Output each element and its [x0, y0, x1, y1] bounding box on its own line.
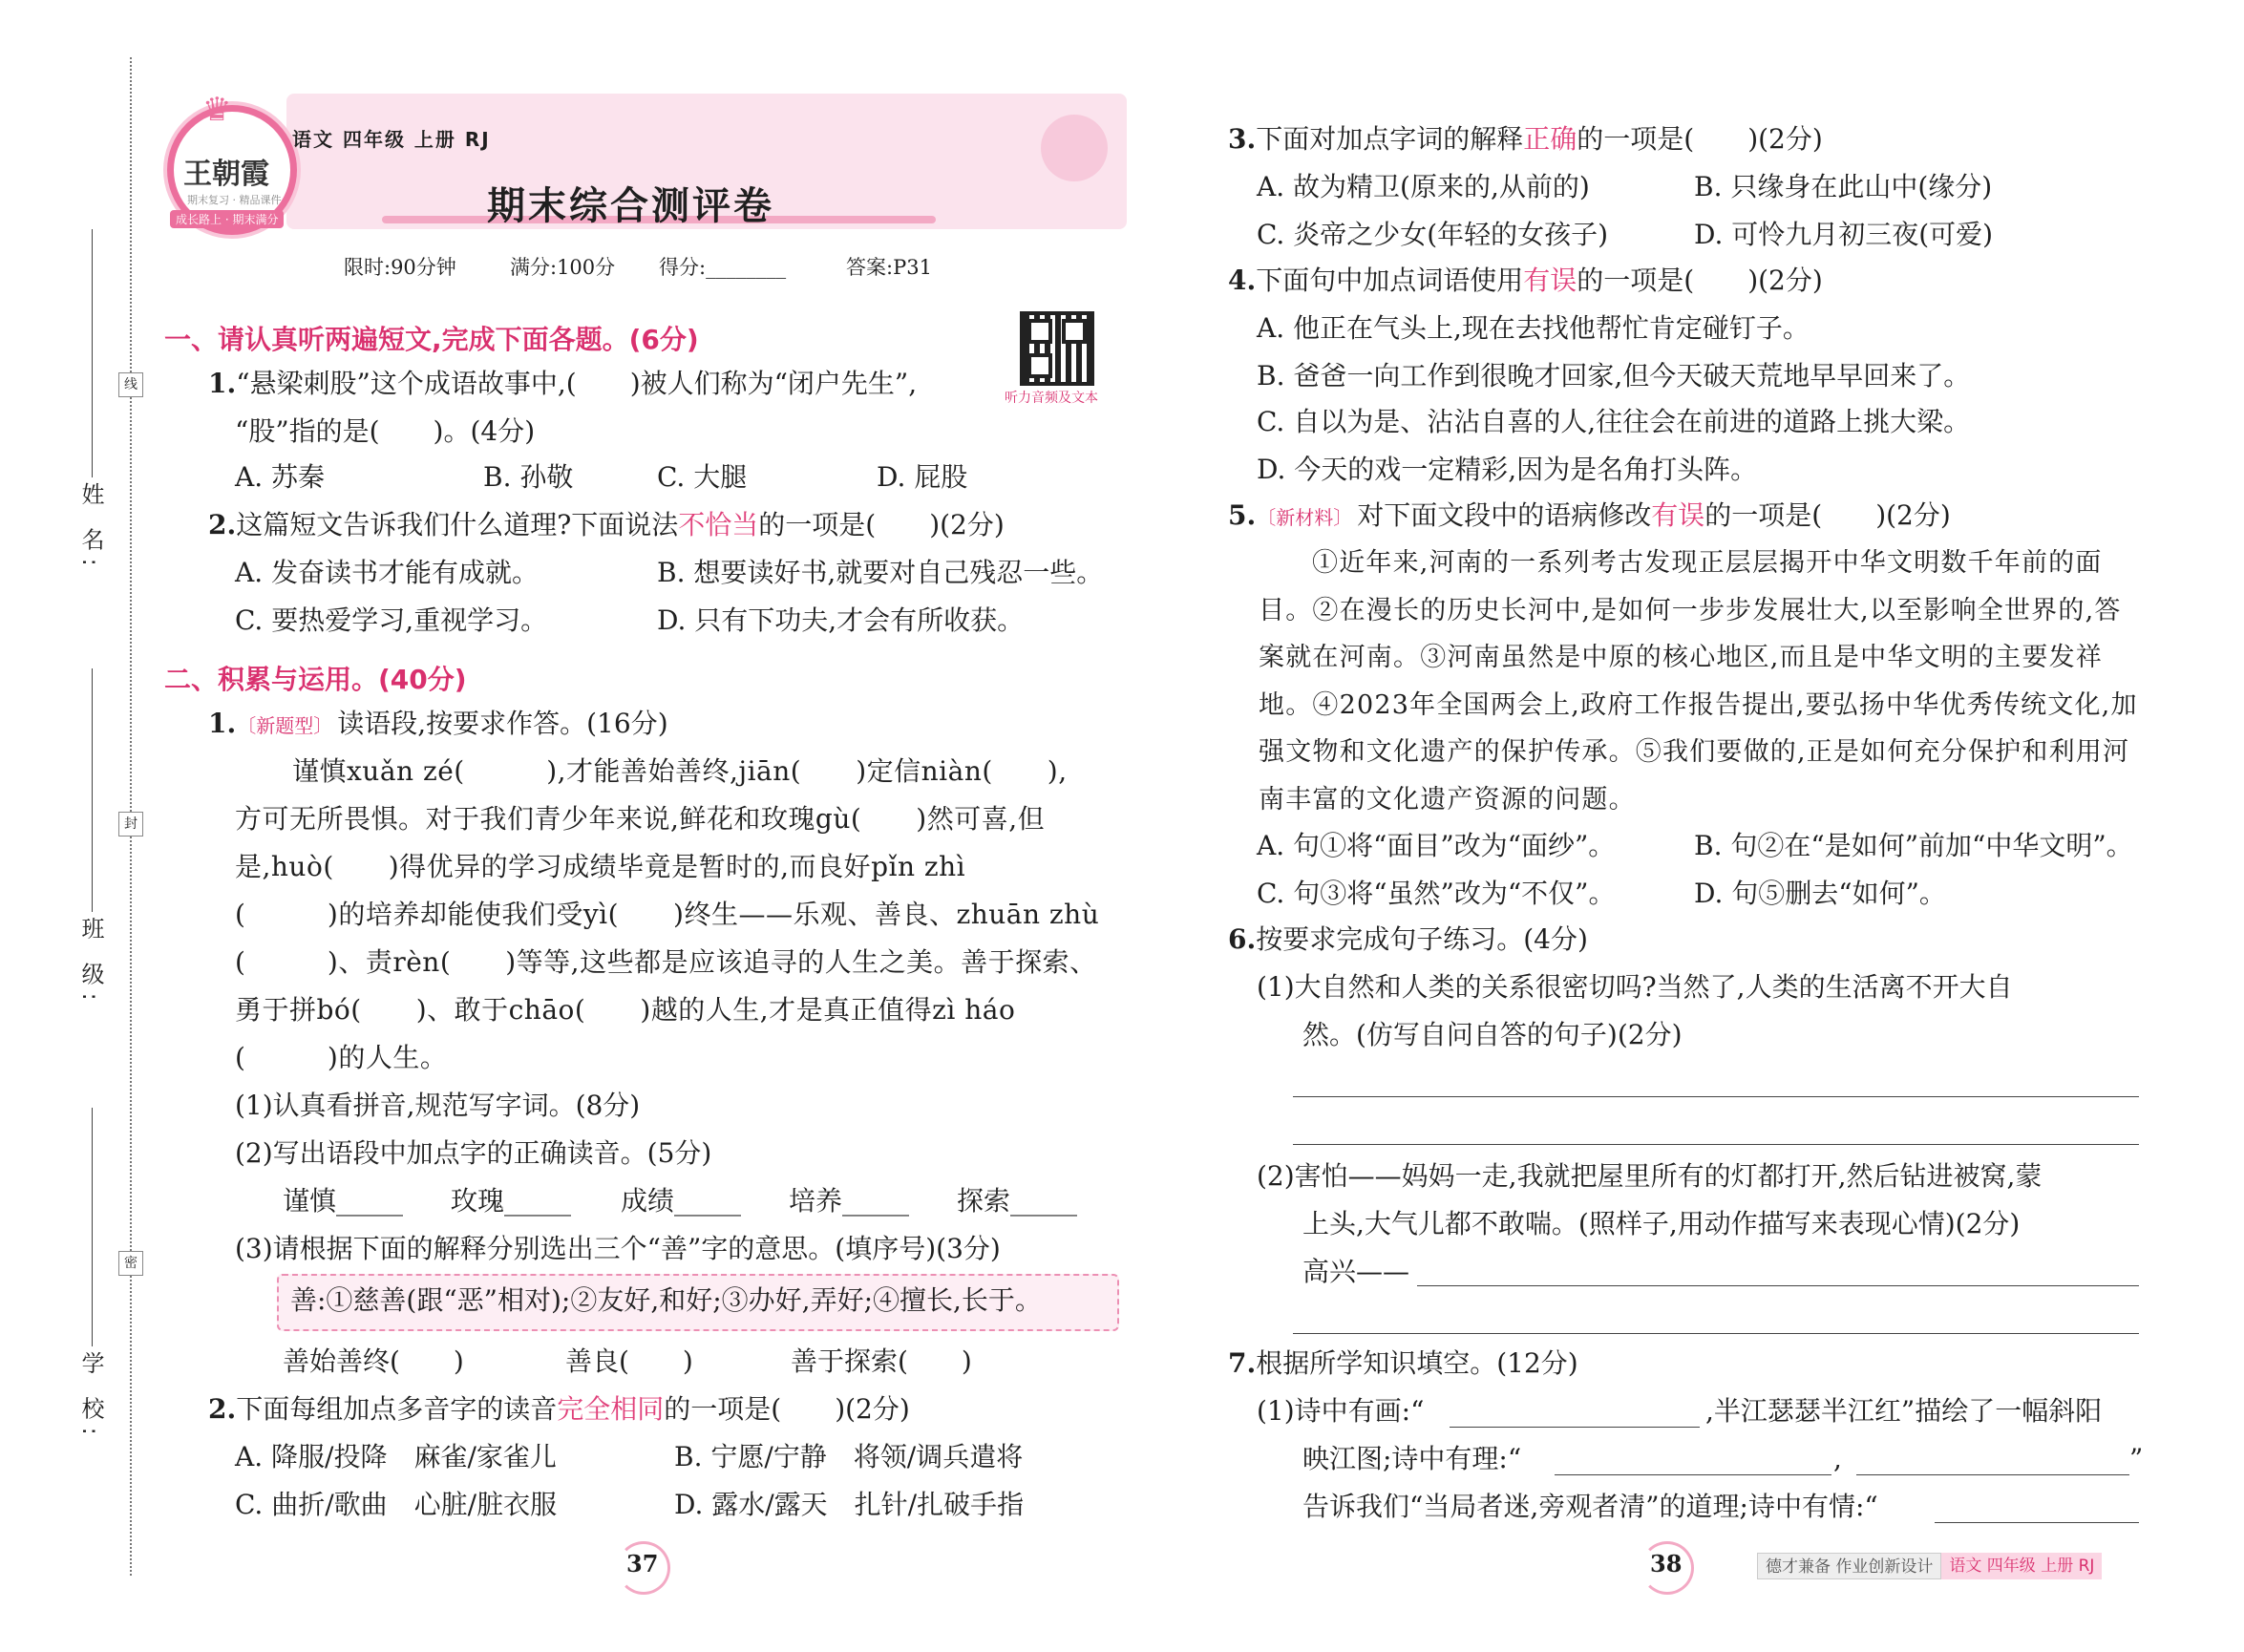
passage-line-6: 勇于拼bó( )、敢于chāo( )越的人生,才是真正值得zì háo	[235, 994, 1016, 1026]
q1-option-b[interactable]: B. 孙敬	[483, 461, 574, 493]
class-label: 班 级:	[77, 917, 104, 1008]
q1-option-d[interactable]: D. 屁股	[877, 461, 968, 493]
brand-name: 王朝霞	[183, 158, 269, 191]
answer-reference: 答案:P31	[846, 256, 932, 279]
part2-option-a[interactable]: A. 降服/投降 麻雀/家雀儿	[235, 1441, 557, 1472]
q3-option-a[interactable]: A. 故为精卫(原来的,从前的)	[1257, 171, 1590, 202]
time-limit: 限时:90分钟	[344, 256, 456, 279]
part2-option-c[interactable]: C. 曲折/歌曲 心脏/脏衣服	[235, 1489, 558, 1520]
q6-1-line-2: 然。(仿写自问自答的句子)(2分)	[1302, 1019, 1683, 1050]
cut-mark-line: 线	[118, 372, 143, 397]
passage-line-4: ( )的培养却能使我们受yì( )终生——乐观、善良、zhuān zhù	[235, 899, 1100, 930]
q1-option-c[interactable]: C. 大腿	[657, 461, 748, 493]
q6-1-answer-line-2[interactable]	[1293, 1144, 2139, 1145]
part2-option-d[interactable]: D. 露水/露天 扎针/扎破手指	[674, 1489, 1025, 1520]
qr-caption: 听力音频及文本	[1005, 391, 1098, 406]
crown-icon: ♛	[202, 91, 232, 129]
q7-1-line-1-pre: (1)诗中有画:“	[1257, 1395, 1425, 1427]
q7-1-line-2-pre: 映江图;诗中有理:“	[1302, 1443, 1522, 1474]
q6-2-answer-line-1[interactable]	[1417, 1285, 2139, 1286]
q1-option-a[interactable]: A. 苏秦	[235, 461, 326, 493]
section-2-title: 二、积累与运用。(40分)	[164, 664, 467, 695]
q7-1-line-3: 告诉我们“当局者迷,旁观者清”的道理;诗中有情:“	[1302, 1491, 1878, 1522]
q3-stem: 3.下面对加点字词的解释正确的一项是( )(2分)	[1228, 123, 1823, 155]
q2-option-c[interactable]: C. 要热爱学习,重视学习。	[235, 604, 548, 636]
q6-2-line-2: 上头,大气儿都不敢喘。(照样子,用动作描写来表现心情)(2分)	[1302, 1208, 2021, 1239]
course-label: 语文 四年级 上册 RJ	[292, 128, 491, 151]
footer-course: 语文 四年级 上册 RJ	[1941, 1553, 2102, 1579]
subq-3: (3)请根据下面的解释分别选出三个“善”字的意思。(填序号)(3分)	[235, 1233, 1001, 1264]
reading-chengji[interactable]: 成绩_____	[621, 1185, 742, 1217]
brand-subtitle: 期末复习 · 精品课件	[187, 194, 282, 206]
footer-brand: 德才兼备 作业创新设计	[1757, 1553, 1941, 1579]
q5-stem: 5.〔新材料〕 对下面文段中的语病修改有误的一项是( )(2分)	[1228, 499, 1951, 531]
passage-line-3: 是,huò( )得优异的学习成绩毕竟是暂时的,而良好pǐn zhì	[235, 851, 966, 882]
name-label: 姓 名:	[77, 482, 104, 574]
q4-option-c[interactable]: C. 自以为是、沾沾自喜的人,往往会在前进的道路上挑大梁。	[1257, 406, 1971, 437]
cut-mark-secret: 密	[118, 1251, 143, 1276]
q5-option-b[interactable]: B. 句②在“是如何”前加“中华文明”。	[1694, 830, 2133, 861]
q2-option-a[interactable]: A. 发奋读书才能有成就。	[235, 557, 540, 588]
shan-item-2[interactable]: 善良( )	[565, 1345, 693, 1377]
shan-meaning-text: 善:①慈善(跟“恶”相对);②友好,和好;③办好,弄好;④擅长,长于。	[290, 1284, 1042, 1316]
q4-stem: 4.下面句中加点词语使用有误的一项是( )(2分)	[1228, 265, 1823, 296]
q6-2-line-1: (2)害怕——妈妈一走,我就把屋里所有的灯都打开,然后钻进被窝,蒙	[1257, 1160, 2043, 1192]
q4-option-a[interactable]: A. 他正在气头上,现在去找他帮忙肯定碰钉子。	[1257, 312, 1810, 344]
passage-line-7: ( )的人生。	[235, 1042, 448, 1073]
page-number-right: 38	[1650, 1550, 1683, 1578]
q7-1-close-quote: ”	[2129, 1443, 2144, 1474]
q6-stem: 6.按要求完成句子练习。(4分)	[1228, 923, 1588, 955]
passage-line-1: 谨慎xuǎn zé( ),才能善始善终,jiān( )定信niàn( ),	[292, 755, 1068, 787]
reading-peiyang[interactable]: 培养_____	[789, 1185, 910, 1217]
q7-1-line-1-post: ,半江瑟瑟半江红”描绘了一幅斜阳	[1705, 1395, 2103, 1427]
sunset-decoration	[1041, 115, 1108, 181]
part1-stem: 1.〔新题型〕 读语段,按要求作答。(16分)	[208, 708, 668, 739]
q6-2-answer-line-2[interactable]	[1293, 1333, 2139, 1334]
q6-2-line-3: 高兴——	[1302, 1256, 1410, 1287]
score-field[interactable]: 得分:________	[659, 256, 787, 279]
part2-option-b[interactable]: B. 宁愿/宁静 将领/调兵遣将	[674, 1441, 1024, 1472]
q7-1-blank-3[interactable]	[1856, 1474, 2129, 1475]
q7-1-comma: ,	[1833, 1443, 1842, 1474]
shan-item-3[interactable]: 善于探索( )	[791, 1345, 972, 1377]
q1-line-2: “股”指的是( )。(4分)	[235, 415, 536, 447]
q6-1-answer-line-1[interactable]	[1293, 1096, 2139, 1097]
q6-1-line-1: (1)大自然和人类的关系很密切吗?当然了,人类的生活离不开大自	[1257, 971, 2013, 1003]
q7-1-blank-1[interactable]	[1450, 1427, 1700, 1428]
school-label: 学 校:	[77, 1351, 104, 1443]
reading-tansuo[interactable]: 探索_____	[957, 1185, 1078, 1217]
subq-1: (1)认真看拼音,规范写字词。(8分)	[235, 1090, 641, 1121]
q4-option-d[interactable]: D. 今天的戏一定精彩,因为是名角打头阵。	[1257, 454, 1758, 485]
cut-mark-seal: 封	[118, 812, 143, 837]
footer-tag	[1757, 1553, 2102, 1579]
q7-1-blank-2[interactable]	[1555, 1474, 1831, 1475]
page-number-left: 37	[626, 1550, 659, 1578]
qr-code[interactable]	[1020, 311, 1094, 386]
q5-option-d[interactable]: D. 句⑤删去“如何”。	[1694, 878, 1946, 909]
class-field[interactable]	[92, 668, 93, 912]
name-field[interactable]	[92, 229, 93, 477]
q3-option-b[interactable]: B. 只缘身在此山中(缘分)	[1694, 171, 1993, 202]
q3-option-c[interactable]: C. 炎帝之少女(年轻的女孩子)	[1257, 219, 1609, 250]
full-score: 满分:100分	[510, 256, 616, 279]
subq-2: (2)写出语段中加点字的正确读音。(5分)	[235, 1137, 712, 1169]
passage-line-2: 方可无所畏惧。对于我们青少年来说,鲜花和玫瑰gù( )然可喜,但	[235, 803, 1046, 835]
shan-item-1[interactable]: 善始善终( )	[283, 1345, 464, 1377]
brand-ribbon: 成长路上 · 期末满分	[170, 210, 284, 228]
page-title: 期末综合测评卷	[487, 184, 774, 228]
q7-1-blank-4[interactable]	[1935, 1522, 2139, 1523]
part2-stem: 2.下面每组加点多音字的读音完全相同的一项是( )(2分)	[208, 1393, 910, 1425]
passage-line-5: ( )、责rèn( )等等,这些都是应该追寻的人生之美。善于探索、	[235, 946, 1097, 978]
section-1-title: 一、请认真听两遍短文,完成下面各题。(6分)	[164, 324, 699, 355]
school-field[interactable]	[92, 1108, 93, 1346]
q7-stem: 7.根据所学知识填空。(12分)	[1228, 1347, 1578, 1379]
q3-option-d[interactable]: D. 可怜九月初三夜(可爱)	[1694, 219, 1994, 250]
q2-stem: 2.这篇短文告诉我们什么道理?下面说法不恰当的一项是( )(2分)	[208, 509, 1005, 540]
q5-option-c[interactable]: C. 句③将“虽然”改为“不仅”。	[1257, 878, 1616, 909]
reading-meigui[interactable]: 玫瑰_____	[451, 1185, 572, 1217]
q4-option-b[interactable]: B. 爸爸一向工作到很晚才回家,但今天破天荒地早早回来了。	[1257, 360, 1971, 392]
q5-passage: ①近年来,河南的一系列考古发现正层层揭开中华文明数千年前的面目。②在漫长的历史长河中,是如何一步步发展壮大,以至影响全世界的,答案就在河南。③河南虽然是中原的核心地区,而且是中华文明的主要发祥地。④2023年全国两会上,政府工作报告提出,要弘扬中华优秀传统文化,加强文物和文化遗产的保护传承。⑤我们要做的,正是如何充分保护和利用河南丰富的文化遗产资源的问题。	[1259, 548, 2138, 815]
q2-option-b[interactable]: B. 想要读好书,就要对自己残忍一些。	[657, 557, 1104, 588]
q1-line-1: 1.“悬梁刺股”这个成语故事中,( )被人们称为“闭户先生”,	[208, 368, 918, 399]
reading-jinshen[interactable]: 谨慎_____	[283, 1185, 404, 1217]
q5-option-a[interactable]: A. 句①将“面目”改为“面纱”。	[1257, 830, 1616, 861]
q2-option-d[interactable]: D. 只有下功夫,才会有所收获。	[657, 604, 1025, 636]
